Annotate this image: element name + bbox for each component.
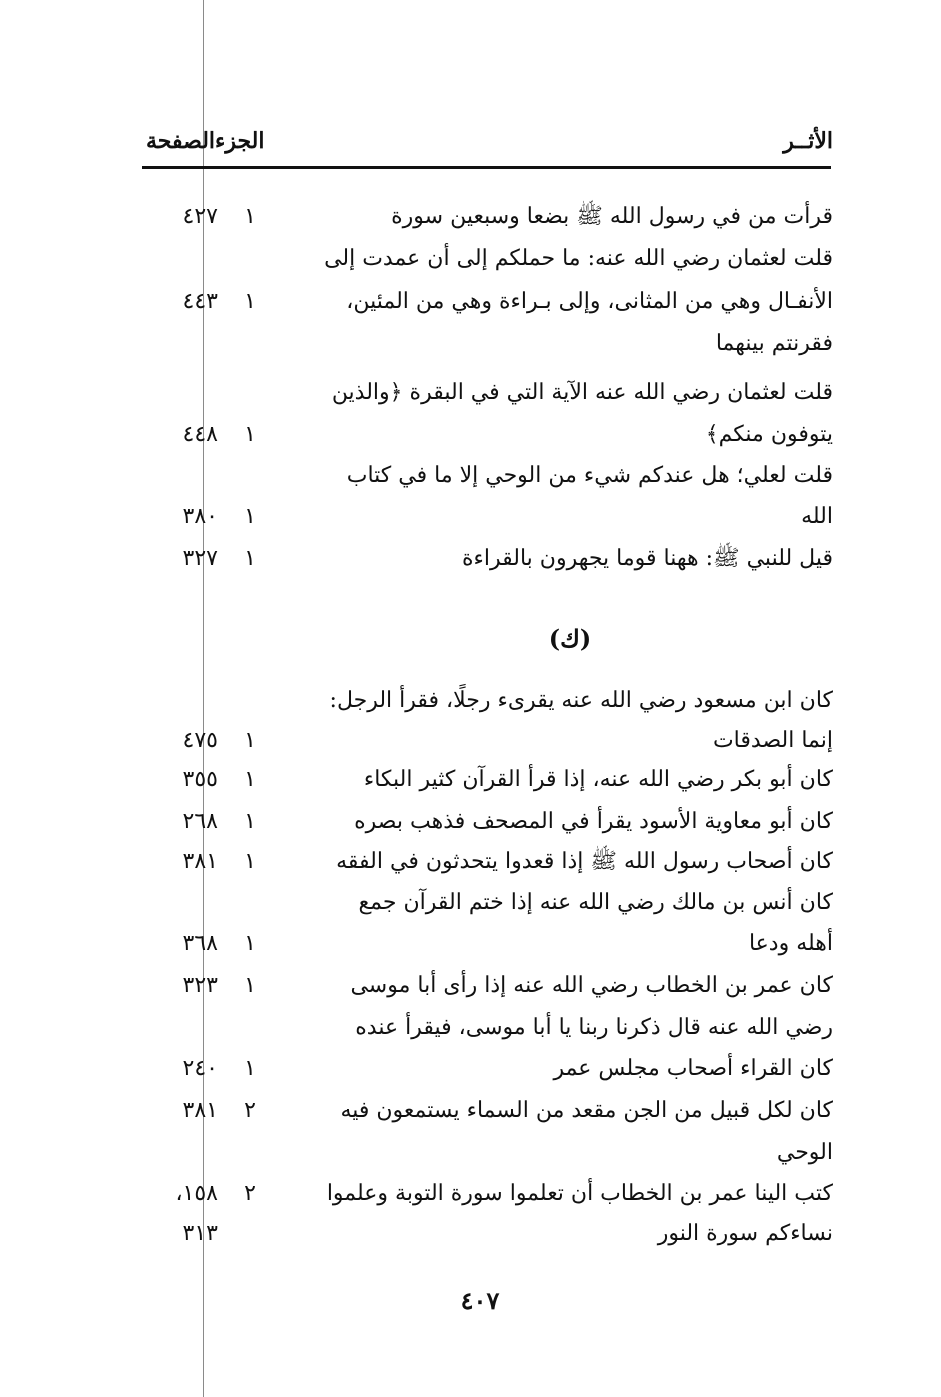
line-text: إنما الصدقات (712, 728, 833, 753)
line-volume: ١ (244, 931, 256, 956)
line-page: ٣٨١ (182, 849, 218, 874)
line-page: ٣١٣ (182, 1221, 218, 1246)
line-text: قلت لعثمان رضي الله عنه: ما حملكم إلى أن عمدت إلى (324, 246, 833, 271)
line-text: كان أصحاب رسول الله ﷺ إذا قعدوا يتحدثون في الفقه (336, 849, 833, 874)
line-page: ٤٤٣ (182, 289, 218, 314)
line-page: ٣٥٥ (182, 767, 218, 792)
line-text: كان ابن مسعود رضي الله عنه يقرىء رجلًا، فقرأ الرجل: (329, 688, 833, 713)
line-page: ٢٤٠ (182, 1056, 218, 1081)
line-page: ٤٤٨ (182, 422, 218, 447)
line-volume: ١ (244, 504, 256, 529)
index-line (0, 323, 941, 365)
line-volume: ١ (244, 849, 256, 874)
index-line (0, 1132, 941, 1174)
line-page: ٤٢٧ (182, 204, 218, 229)
line-text: فقرنتم بينهما (715, 331, 833, 356)
index-line (0, 1090, 941, 1132)
index-line (0, 281, 941, 323)
header-rule (142, 166, 831, 169)
line-page: ١٥٨، (175, 1181, 218, 1206)
line-text: يتوفون منكم﴾ (705, 422, 833, 447)
index-line (0, 538, 941, 580)
index-line (0, 196, 941, 238)
line-text: كتب الينا عمر بن الخطاب أن تعلموا سورة التوبة وعلموا (326, 1181, 833, 1206)
line-text: كان أنس بن مالك رضي الله عنه إذا ختم القرآن جمع (358, 890, 833, 915)
line-page: ٣٢٧ (182, 546, 218, 571)
line-page: ٣٦٨ (182, 931, 218, 956)
line-volume: ٢ (244, 1098, 256, 1123)
index-line (0, 680, 941, 722)
index-line (0, 720, 941, 762)
header-athar: الأثــر (783, 128, 833, 154)
index-line (0, 496, 941, 538)
line-volume: ١ (244, 767, 256, 792)
line-text: الأنفـال وهي من المثانى، وإلى بـراءة وهي من المئين، (346, 289, 833, 314)
line-volume: ١ (244, 422, 256, 447)
index-line (0, 455, 941, 497)
index-line (0, 759, 941, 801)
index-line (0, 965, 941, 1007)
index-line (0, 1213, 941, 1255)
header-page: الصفحة (146, 128, 216, 154)
line-text: الله (801, 504, 833, 529)
line-text: كان عمر بن الخطاب رضي الله عنه إذا رأى أبا موسى (350, 973, 833, 998)
line-page: ٢٦٨ (182, 809, 218, 834)
line-volume: ١ (244, 809, 256, 834)
line-volume: ١ (244, 728, 256, 753)
line-text: نساءكم سورة النور (657, 1221, 833, 1246)
line-volume: ١ (244, 546, 256, 571)
line-text: الوحي (776, 1140, 833, 1165)
line-volume: ١ (244, 289, 256, 314)
line-text: قلت لعثمان رضي الله عنه الآية التي في البقرة ﴿والذين (331, 380, 833, 405)
line-page: ٤٧٥ (182, 728, 218, 753)
line-page: ٣٨٠ (182, 504, 218, 529)
index-line (0, 801, 941, 843)
index-line (0, 372, 941, 414)
line-text: كان لكل قبيل من الجن مقعد من السماء يستمعون فيه (340, 1098, 833, 1123)
index-line (0, 1048, 941, 1090)
line-volume: ١ (244, 204, 256, 229)
line-text: كان أبو بكر رضي الله عنه، إذا قرأ القرآن كثير البكاء (363, 767, 833, 792)
line-text: رضي الله عنه قال ذكرنا ربنا يا أبا موسى، فيقرأ عنده (355, 1015, 833, 1040)
line-text: قلت لعلي؛ هل عندكم شيء من الوحي إلا ما في كتاب (346, 463, 833, 488)
line-page: ٣٨١ (182, 1098, 218, 1123)
line-text: أهله ودعا (748, 931, 833, 956)
line-volume: ٢ (244, 1181, 256, 1206)
line-text: كان أبو معاوية الأسود يقرأ في المصحف فذهب بصره (354, 809, 833, 834)
line-volume: ١ (244, 973, 256, 998)
index-line (0, 1007, 941, 1049)
line-page: ٣٢٣ (182, 973, 218, 998)
header-juz: الجزء (215, 128, 265, 154)
index-line (0, 1173, 941, 1215)
index-line (0, 414, 941, 456)
line-volume: ١ (244, 1056, 256, 1081)
index-line (0, 841, 941, 883)
section-letter: (ك) (548, 624, 592, 653)
line-text: كان القراء أصحاب مجلس عمر (553, 1056, 833, 1081)
line-text: قرأت من في رسول الله ﷺ بضعا وسبعين سورة (391, 204, 833, 229)
index-line (0, 882, 941, 924)
index-line (0, 238, 941, 280)
page-number: ٤٠٧ (460, 1286, 500, 1315)
index-line (0, 923, 941, 965)
line-text: قيل للنبي ﷺ: ههنا قوما يجهرون بالقراءة (462, 546, 833, 571)
